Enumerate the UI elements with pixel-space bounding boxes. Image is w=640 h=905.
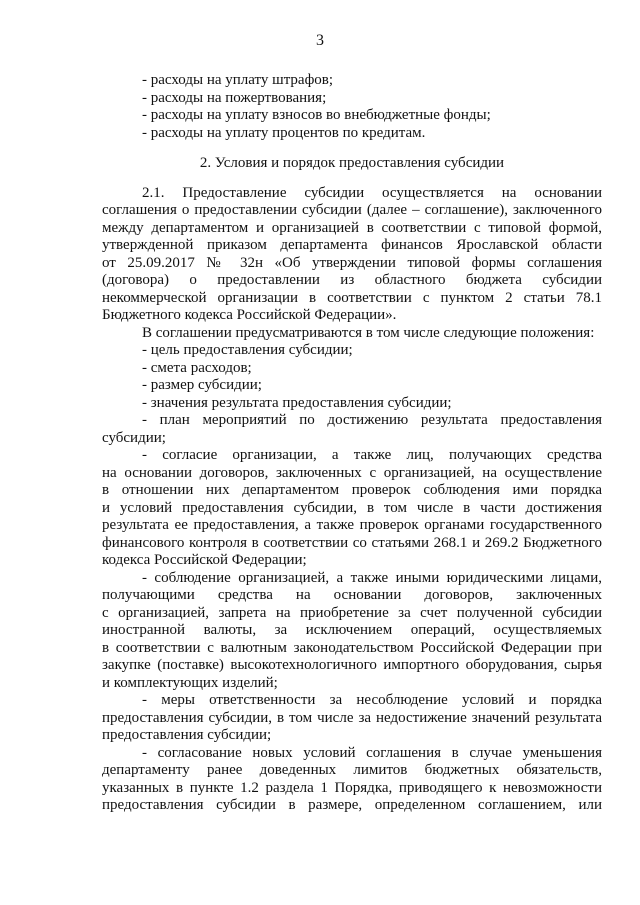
provisions-list (102, 342, 602, 412)
provision-item: - значения результата предоставления субсидии; (142, 394, 452, 411)
provision-item: - размер субсидии; (142, 377, 262, 393)
provision-liability (102, 692, 602, 745)
clause-line: соглашения о предоставлении субсидии (далее – соглашение), заключенного (102, 202, 602, 218)
provision-line: - меры ответственности за несоблюдение условий и порядка (142, 692, 602, 708)
clause-line: утвержденной приказом департамента финансов Ярославской области (102, 237, 602, 253)
provision-line: - план мероприятий по достижению результата предоставления (142, 412, 602, 428)
provision-item: - смета расходов; (142, 359, 252, 376)
provision-line: субсидии; (102, 429, 166, 446)
provision-line: финансового контроля в соответствии со статьями 268.1 и 269.2 Бюджетного (102, 534, 602, 551)
clause-line: между департаментом и организацией в соответствии с типовой формой, (102, 219, 602, 236)
provision-line: предоставления субсидии в размере, определенном соглашением, или (102, 797, 602, 813)
page-number: 3 (316, 32, 324, 49)
provision-line: кодекса Российской Федерации; (102, 552, 307, 568)
section-title: 2. Условия и порядок предоставления субсидии (199, 155, 505, 171)
clause-line: Бюджетного кодекса Российской Федерации». (102, 307, 397, 323)
provisions-intro: В соглашении предусматриваются в том числе следующие положения: (142, 324, 595, 341)
expense-item: - расходы на уплату штрафов; (142, 72, 334, 88)
provision-consent (102, 447, 602, 570)
provision-line: департаменту ранее доведенных лимитов бюджетных обязательств, (102, 762, 602, 778)
clause-2-1 (102, 185, 602, 325)
provision-line: результата ее предоставления, а также проверок органами государственного (102, 517, 602, 533)
provision-line: в соответствии с валютным законодательством Российской Федерации при (102, 639, 602, 656)
provision-line: предоставления субсидии; (102, 727, 272, 743)
provision-line: получающими средства на основании договоров, заключенных (102, 587, 602, 603)
document-body (102, 72, 602, 815)
provision-line: предоставления субсидии, в том числе за недостижение значений результата (102, 709, 602, 726)
expense-item: - расходы на пожертвования; (142, 89, 327, 106)
provision-item: - цель предоставления субсидии; (142, 342, 353, 358)
expense-list (102, 72, 602, 142)
clause-line: (договора) о предоставлении из областного бюджета субсидии (102, 272, 602, 288)
expense-item: - расходы на уплату взносов во внебюджетные фонды; (142, 107, 491, 123)
provision-line: иностранной валюты, за исключением операций, осуществляемых (102, 622, 602, 638)
clause-line: 2.1. Предоставление субсидии осуществляется на основании (142, 184, 602, 201)
provision-line: на основании договоров, заключенных с организацией, на осуществление (102, 464, 602, 481)
provision-line: - соблюдение организацией, а также иными юридическими лицами, (142, 569, 602, 586)
clause-line: некоммерческой организации в соответствии с пунктом 2 статьи 78.1 (102, 289, 602, 306)
provision-compliance (102, 570, 602, 693)
provision-agreement (102, 745, 602, 815)
provision-line: закупке (поставке) высокотехнологичного импортного оборудования, сырья (102, 657, 602, 673)
provision-line: - согласование новых условий соглашения в случае уменьшения (142, 744, 602, 761)
provision-line: и комплектующих изделий; (102, 674, 278, 691)
provision-line: - согласие организации, а также лиц, получающих средства (142, 447, 602, 463)
provision-line: с организацией, запрета на приобретение за счет полученной субсидии (102, 604, 602, 621)
provision-line: и условий предоставления субсидии, в том числе в части достижения (102, 499, 602, 516)
provision-line: указанных в пункте 1.2 раздела 1 Порядка, приводящего к невозможности (102, 779, 602, 796)
expense-item: - расходы на уплату процентов по кредитам. (142, 124, 426, 141)
provision-line: в отношении них департаментом проверок соблюдения ими порядка (102, 482, 602, 498)
provision-plan (102, 412, 602, 447)
clause-line: от 25.09.2017 № 32н «Об утверждении типовой формы соглашения (102, 254, 602, 271)
